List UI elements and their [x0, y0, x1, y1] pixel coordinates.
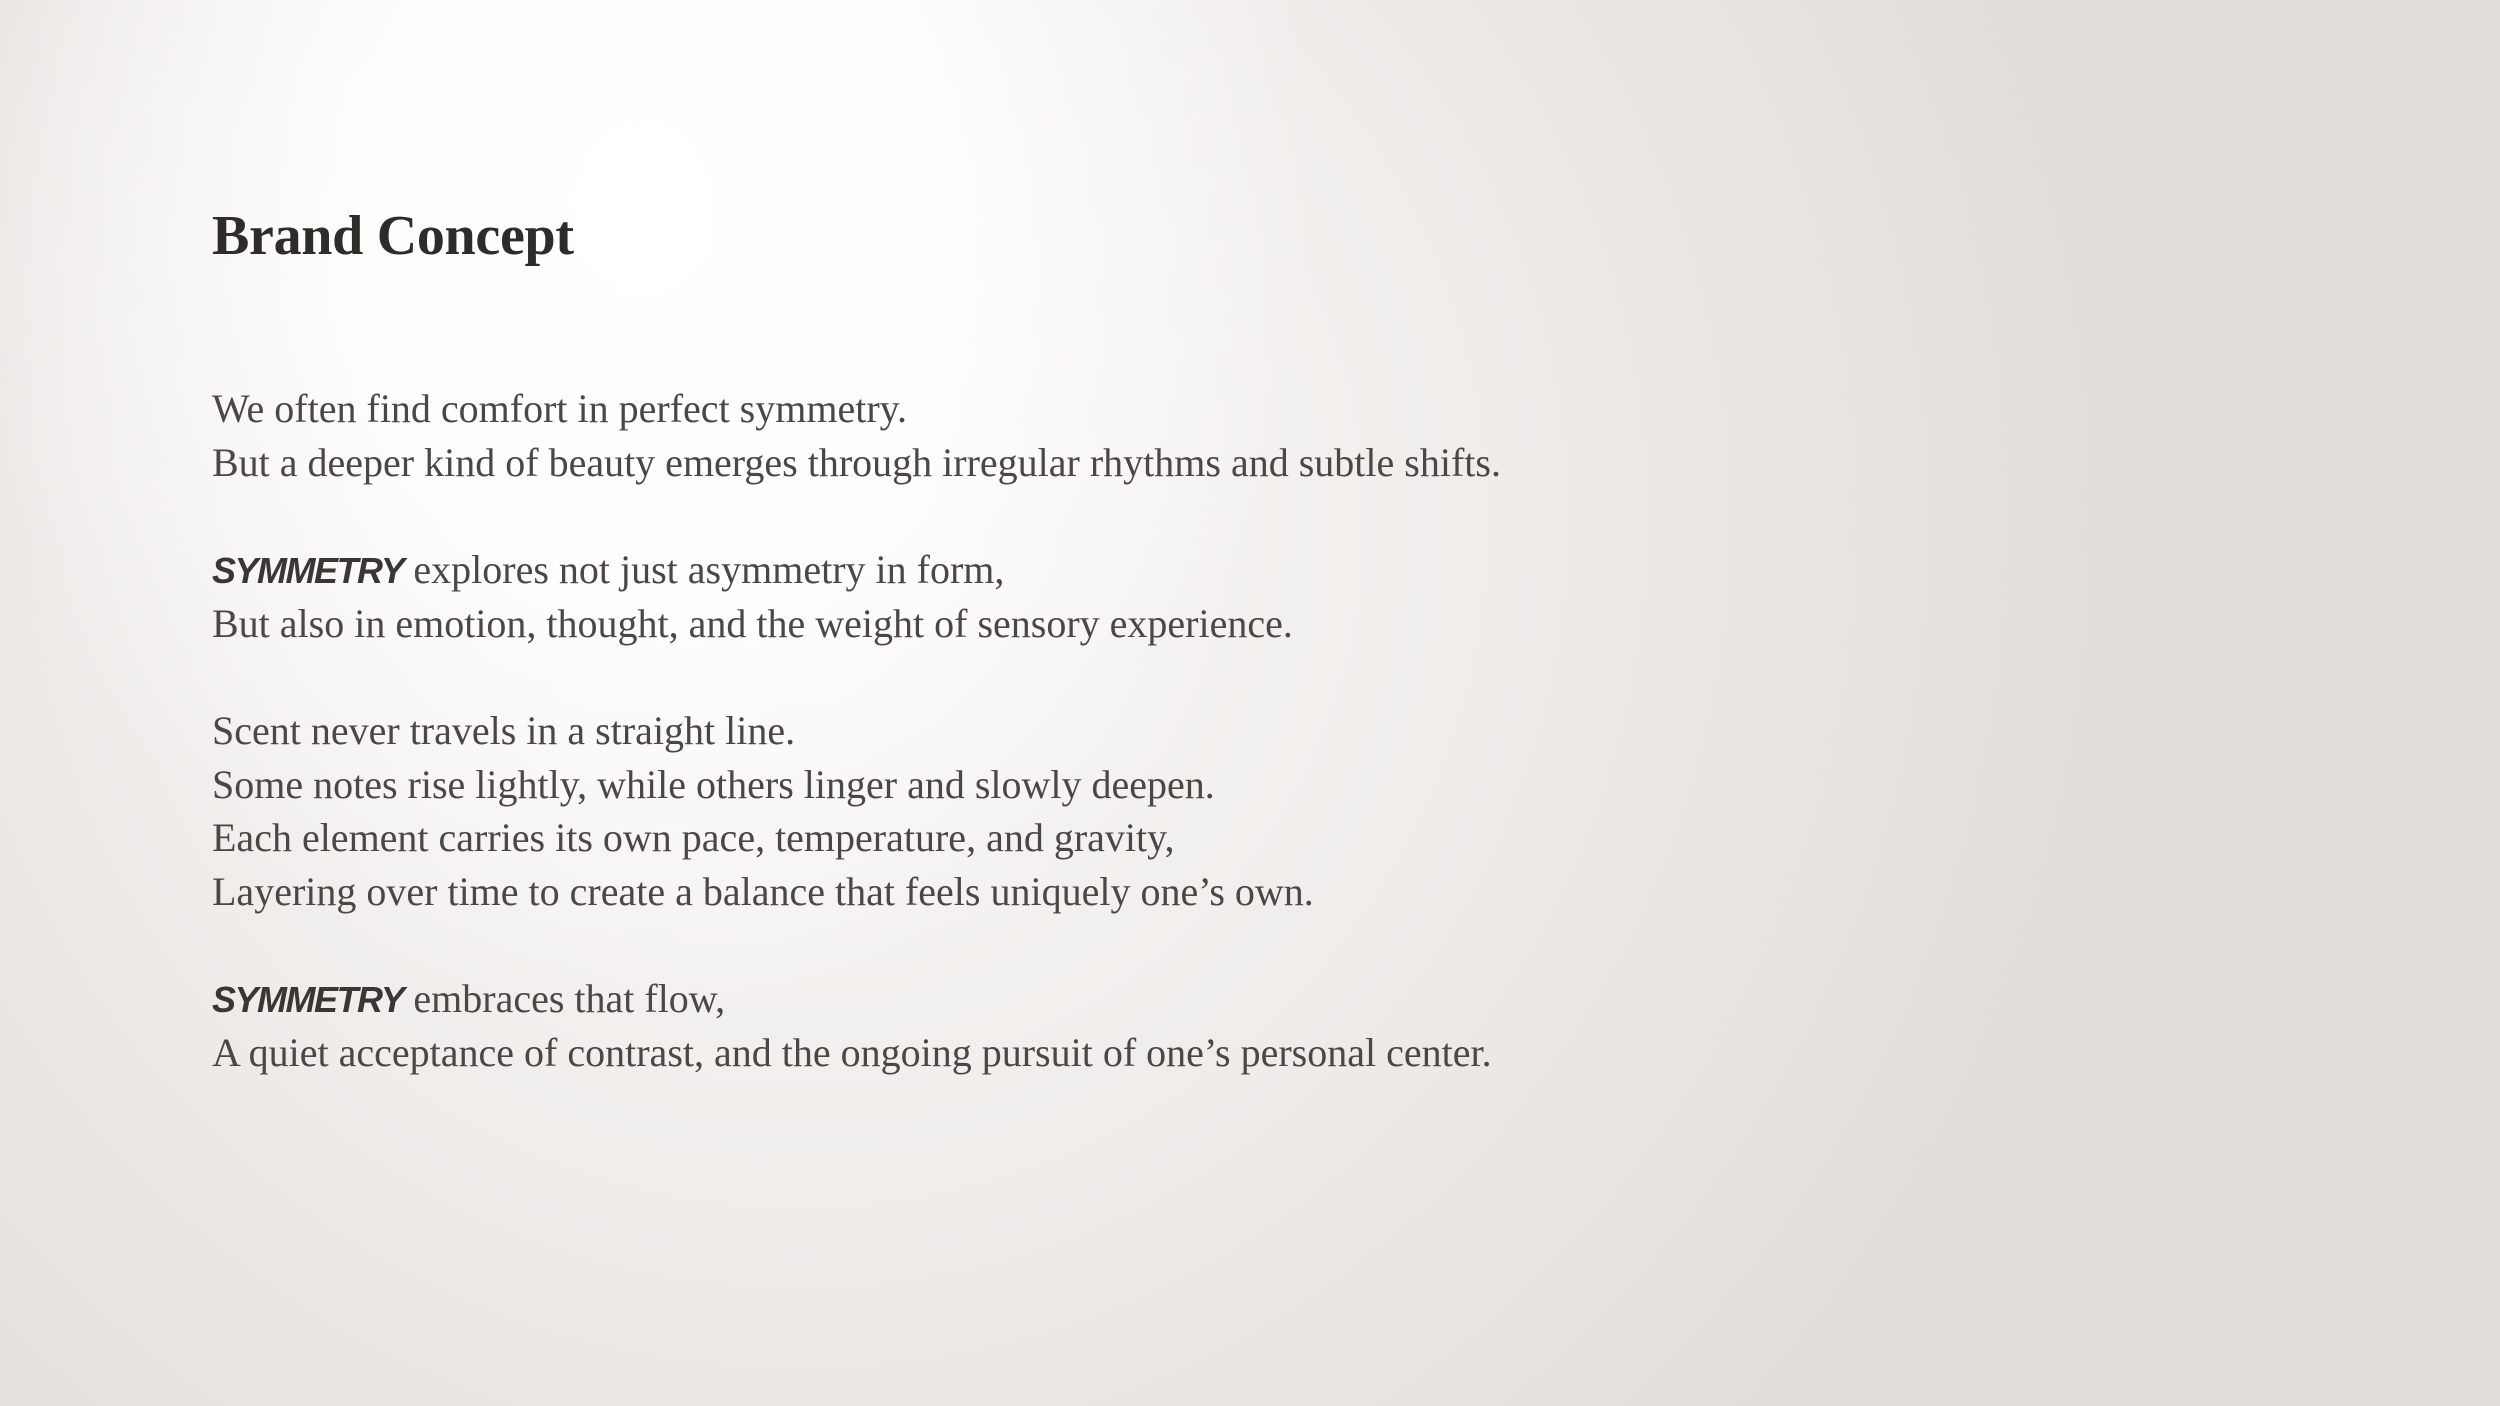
text-line: Each element carries its own pace, temperature, and gravity, — [212, 815, 1175, 860]
text-line: We often find comfort in perfect symmetry. — [212, 386, 908, 431]
paragraph-2 — [212, 543, 1912, 651]
brand-name: SYMMETRY — [212, 549, 404, 591]
slide-title: Brand Concept — [212, 205, 574, 267]
paragraph-1 — [212, 382, 1912, 489]
text-line: But also in emotion, thought, and the weight of sensory experience. — [212, 601, 1293, 646]
brand-name: SYMMETRY — [212, 978, 404, 1020]
text-line: A quiet acceptance of contrast, and the ongoing pursuit of one’s personal center. — [212, 1030, 1492, 1075]
body-text — [212, 382, 1912, 1133]
text-line: Scent never travels in a straight line. — [212, 708, 796, 753]
text-line — [212, 543, 1912, 598]
line-text: explores not just asymmetry in form, — [403, 546, 1005, 592]
text-line — [212, 972, 1912, 1027]
text-line: Some notes rise lightly, while others linger and slowly deepen. — [212, 761, 1215, 807]
paragraph-3 — [212, 704, 1912, 918]
paragraph-4 — [212, 972, 1912, 1080]
text-line: Layering over time to create a balance that feels uniquely one’s own. — [212, 868, 1314, 914]
text-line: But a deeper kind of beauty emerges through irregular rhythms and subtle shifts. — [212, 439, 1501, 485]
line-text: embraces that flow, — [403, 975, 726, 1021]
